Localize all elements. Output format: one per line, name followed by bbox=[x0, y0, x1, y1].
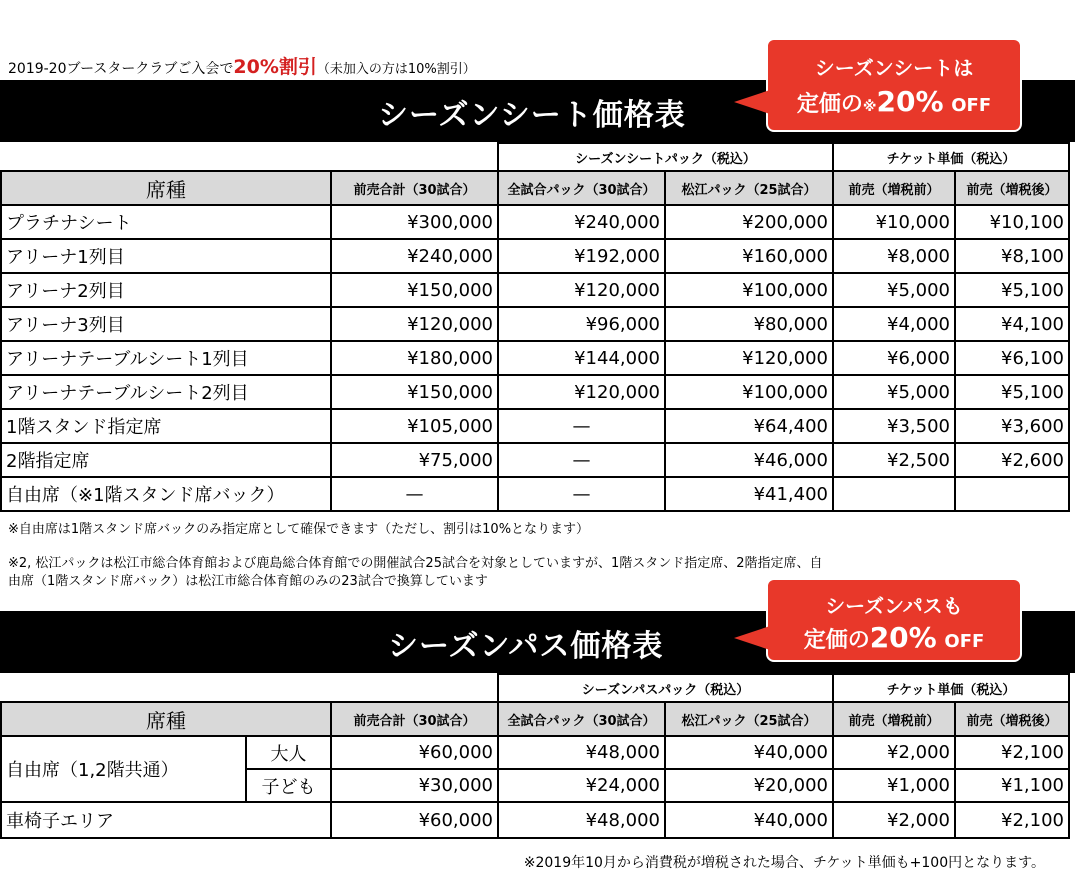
seat-type: アリーナテーブルシート1列目 bbox=[1, 341, 331, 375]
seat-type: 自由席（1,2階共通） bbox=[1, 736, 246, 802]
seat-type: 1階スタンド指定席 bbox=[1, 409, 331, 443]
column-header: 前売（増税前） bbox=[833, 702, 955, 736]
group-header-pack: シーズンシートパック（税込） bbox=[498, 143, 833, 171]
price-cell: ¥2,000 bbox=[833, 736, 955, 769]
price-cell: ¥48,000 bbox=[498, 736, 665, 769]
price-cell: ¥5,000 bbox=[833, 273, 955, 307]
price-cell: — bbox=[498, 409, 665, 443]
seat-type: 車椅子エリア bbox=[1, 802, 331, 838]
table-row bbox=[1, 239, 1069, 273]
column-header: 松江パック（25試合） bbox=[665, 171, 833, 205]
price-cell: ¥4,000 bbox=[833, 307, 955, 341]
price-cell: ¥96,000 bbox=[498, 307, 665, 341]
price-cell: ¥8,000 bbox=[833, 239, 955, 273]
season-seat-callout-line1: シーズンシートは bbox=[814, 56, 974, 80]
season-pass-callout-line2 bbox=[768, 621, 1020, 654]
column-header: 前売（増税前） bbox=[833, 171, 955, 205]
group-header-spacer bbox=[1, 143, 331, 171]
price-cell: ¥2,100 bbox=[955, 736, 1069, 769]
season-seat-callout-line2 bbox=[768, 85, 1020, 118]
price-cell: ¥144,000 bbox=[498, 341, 665, 375]
price-cell: ¥5,100 bbox=[955, 375, 1069, 409]
intro-suffix: （未加入の方は10%割引） bbox=[316, 62, 476, 77]
note-matsue-pack-line2: 由席（1階スタンド席バック）は松江市総合体育館のみの23試合で換算しています bbox=[8, 574, 488, 589]
callout-percent: 20% bbox=[869, 621, 937, 654]
table-row bbox=[1, 443, 1069, 477]
price-cell: ¥5,100 bbox=[955, 273, 1069, 307]
price-cell: ¥100,000 bbox=[665, 273, 833, 307]
price-cell: ¥100,000 bbox=[665, 375, 833, 409]
group-header-single: チケット単価（税込） bbox=[833, 674, 1069, 702]
price-cell: ¥2,500 bbox=[833, 443, 955, 477]
price-cell: ¥6,000 bbox=[833, 341, 955, 375]
footnote-tax: ※2019年10月から消費税が増税された場合、チケット単価も+100円となります。 bbox=[523, 855, 1045, 871]
price-cell: — bbox=[331, 477, 498, 511]
price-cell: ¥120,000 bbox=[498, 375, 665, 409]
price-cell: ¥3,600 bbox=[955, 409, 1069, 443]
group-header-spacer bbox=[1, 674, 246, 702]
season-pass-price-table bbox=[0, 673, 1070, 839]
seat-type: プラチナシート bbox=[1, 205, 331, 239]
price-cell: ¥60,000 bbox=[331, 802, 498, 838]
group-header-spacer bbox=[331, 674, 498, 702]
column-header: 全試合パック（30試合） bbox=[498, 171, 665, 205]
group-header-single: チケット単価（税込） bbox=[833, 143, 1069, 171]
price-cell: ¥40,000 bbox=[665, 736, 833, 769]
intro-discount-highlight: 20%割引 bbox=[233, 56, 317, 78]
sub-type: 子ども bbox=[246, 769, 331, 802]
price-cell: ¥8,100 bbox=[955, 239, 1069, 273]
callout-pointer bbox=[734, 626, 770, 650]
callout-label: 定価の bbox=[796, 92, 863, 117]
column-header: 席種 bbox=[1, 702, 331, 736]
column-header: 前売合計（30試合） bbox=[331, 171, 498, 205]
season-pass-callout-line1: シーズンパスも bbox=[825, 594, 963, 618]
price-cell: ¥10,000 bbox=[833, 205, 955, 239]
column-header: 松江パック（25試合） bbox=[665, 702, 833, 736]
price-cell: ¥1,000 bbox=[833, 769, 955, 802]
price-cell: ¥5,000 bbox=[833, 375, 955, 409]
note-matsue-pack-line1: ※2, 松江パックは松江市総合体育館および鹿島総合体育館での開催試合25試合を対象としていますが、1階スタンド指定席、2階指定席、自 bbox=[8, 556, 823, 571]
group-header-spacer bbox=[331, 143, 498, 171]
table-row bbox=[1, 205, 1069, 239]
sub-type: 大人 bbox=[246, 736, 331, 769]
column-header: 前売合計（30試合） bbox=[331, 702, 498, 736]
price-cell: ¥150,000 bbox=[331, 273, 498, 307]
price-cell: ¥240,000 bbox=[331, 239, 498, 273]
price-cell: ¥2,000 bbox=[833, 802, 955, 838]
price-cell: ¥41,400 bbox=[665, 477, 833, 511]
price-cell: ¥75,000 bbox=[331, 443, 498, 477]
column-header: 前売（増税後） bbox=[955, 171, 1069, 205]
price-cell: — bbox=[498, 443, 665, 477]
callout-off: OFF bbox=[951, 95, 992, 116]
season-seat-title: シーズンシート価格表 bbox=[378, 98, 686, 133]
price-cell: ¥24,000 bbox=[498, 769, 665, 802]
group-header-pack: シーズンパスパック（税込） bbox=[498, 674, 833, 702]
table-row bbox=[1, 802, 1069, 838]
price-cell bbox=[955, 477, 1069, 511]
price-cell: ¥150,000 bbox=[331, 375, 498, 409]
price-cell: ¥2,600 bbox=[955, 443, 1069, 477]
season-pass-title: シーズンパス価格表 bbox=[388, 629, 664, 664]
price-cell: ¥300,000 bbox=[331, 205, 498, 239]
callout-percent: 20% bbox=[876, 85, 944, 118]
price-cell: ¥240,000 bbox=[498, 205, 665, 239]
seat-type: アリーナテーブルシート2列目 bbox=[1, 375, 331, 409]
price-cell: ¥30,000 bbox=[331, 769, 498, 802]
price-cell: ¥80,000 bbox=[665, 307, 833, 341]
price-cell: ¥4,100 bbox=[955, 307, 1069, 341]
price-cell: ¥120,000 bbox=[665, 341, 833, 375]
price-cell: ¥3,500 bbox=[833, 409, 955, 443]
table-row bbox=[1, 307, 1069, 341]
price-cell bbox=[833, 477, 955, 511]
callout-pointer bbox=[734, 90, 770, 114]
price-cell: ¥120,000 bbox=[331, 307, 498, 341]
price-cell: ¥40,000 bbox=[665, 802, 833, 838]
season-seat-price-table bbox=[0, 142, 1070, 512]
callout-label: 定価の bbox=[803, 628, 870, 653]
price-cell: ¥160,000 bbox=[665, 239, 833, 273]
table-row bbox=[1, 409, 1069, 443]
price-cell: ¥10,100 bbox=[955, 205, 1069, 239]
price-cell: ¥180,000 bbox=[331, 341, 498, 375]
callout-kome: ※ bbox=[862, 99, 877, 115]
column-header: 席種 bbox=[1, 171, 331, 205]
price-cell: — bbox=[498, 477, 665, 511]
season-seat-callout bbox=[766, 38, 1022, 132]
intro-line bbox=[8, 52, 476, 79]
season-pass-callout bbox=[766, 578, 1022, 662]
column-header: 全試合パック（30試合） bbox=[498, 702, 665, 736]
note-free-seat: ※自由席は1階スタンド席バックのみ指定席として確保できます（ただし、割引は10%となります） bbox=[8, 522, 590, 537]
seat-type: アリーナ1列目 bbox=[1, 239, 331, 273]
price-cell: ¥20,000 bbox=[665, 769, 833, 802]
price-cell: ¥2,100 bbox=[955, 802, 1069, 838]
table-row bbox=[1, 477, 1069, 511]
callout-off: OFF bbox=[944, 631, 985, 652]
table-row bbox=[1, 273, 1069, 307]
price-cell: ¥6,100 bbox=[955, 341, 1069, 375]
table-row bbox=[1, 736, 1069, 769]
table-row bbox=[1, 375, 1069, 409]
seat-type: 自由席（※1階スタンド席バック） bbox=[1, 477, 331, 511]
group-header-spacer bbox=[246, 674, 331, 702]
price-cell: ¥1,100 bbox=[955, 769, 1069, 802]
price-cell: ¥192,000 bbox=[498, 239, 665, 273]
price-cell: ¥46,000 bbox=[665, 443, 833, 477]
seat-type: 2階指定席 bbox=[1, 443, 331, 477]
price-cell: ¥120,000 bbox=[498, 273, 665, 307]
column-header: 前売（増税後） bbox=[955, 702, 1069, 736]
price-cell: ¥60,000 bbox=[331, 736, 498, 769]
intro-prefix: 2019-20ブースタークラブご入会で bbox=[8, 61, 234, 77]
price-cell: ¥200,000 bbox=[665, 205, 833, 239]
seat-type: アリーナ3列目 bbox=[1, 307, 331, 341]
seat-type: アリーナ2列目 bbox=[1, 273, 331, 307]
price-cell: ¥105,000 bbox=[331, 409, 498, 443]
table-row bbox=[1, 341, 1069, 375]
price-cell: ¥48,000 bbox=[498, 802, 665, 838]
price-cell: ¥64,400 bbox=[665, 409, 833, 443]
